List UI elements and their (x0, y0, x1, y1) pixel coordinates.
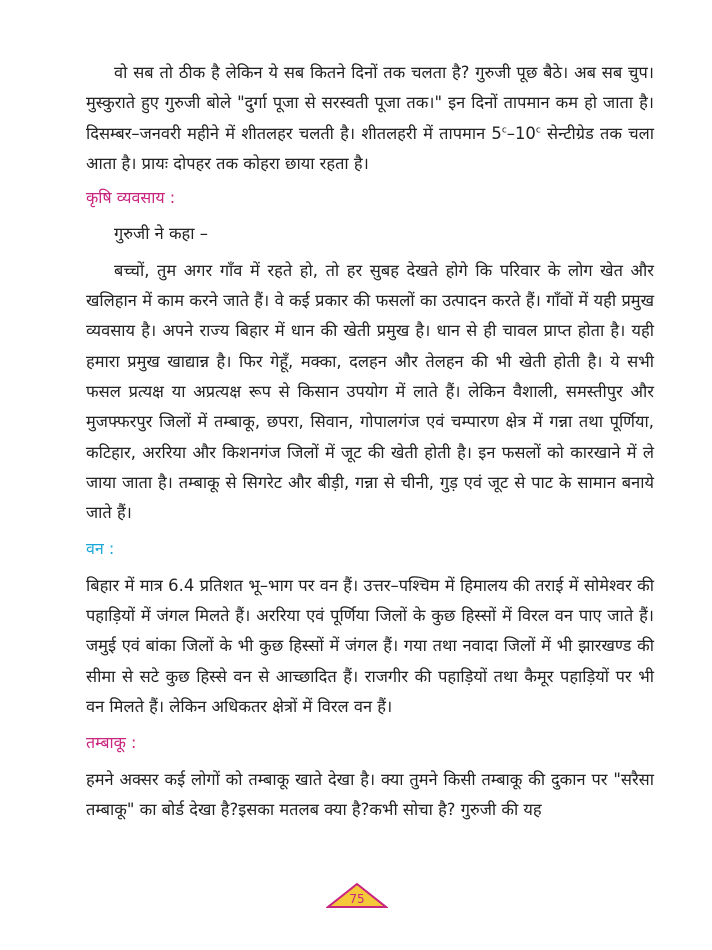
section-heading-van: वन : (86, 539, 115, 559)
van-paragraph: बिहार में मात्र 6.4 प्रतिशत भू–भाग पर वन हैं। उत्तर–पश्चिम में हिमालय की तराई में सोमेश्वर की पहाड़ियों में जंगल मिलते हैं। अररिया एवं पूर्णिया जिलों के कुछ हिस्सों में विरल वन पाए जाते हैं। जमुई एवं बांका जिलों के भी कुछ हिस्सों में जंगल हैं। गया तथा नवादा जिलों में भी झारखण्ड की सीमा से सटे कुछ हिस्से वन से आच्छादित हैं। राजगीर की पहाड़ियों तथा कैमूर पहाड़ियों पर भी वन मिलते हैं। लेकिन अधिकतर क्षेत्रों में विरल वन हैं। (86, 575, 654, 716)
intro-mid-text: –10 (506, 123, 536, 143)
krishi-lead: गुरुजी ने कहा – (114, 224, 208, 244)
intro-text: वो सब तो ठीक है लेकिन ये सब कितने दिनों तक चलता है? गुरुजी पूछ बैठे। अब सब चुप। मुस्कुराते हुए गुरुजी बोले "दुर्गा पूजा से सरस्वती पूजा तक।" इन दिनों तापमान कम हो जाता है। दिसम्बर–जनवरी महीने में शीतलहर चलती है। शीतलहरी में तापमान 5 (86, 63, 654, 143)
section-heading-tambaku: तम्बाकू : (86, 733, 137, 753)
section-heading-krishi: कृषि व्यवसाय : (86, 188, 176, 208)
page-number: 75 (349, 892, 365, 906)
intro-paragraph (86, 58, 654, 179)
degree-superscript: c (501, 125, 507, 136)
krishi-paragraph: बच्चों, तुम अगर गाँव में रहते हो, तो हर सुबह देखते होगे कि परिवार के लोग खेत और खलिहान में काम करने जाते हैं। वे कई प्रकार की फसलों का उत्पादन करते हैं। गाँवों में यही प्रमुख व्यवसाय है। अपने राज्य बिहार में धान की खेती प्रमुख है। धान से ही चावल प्राप्त होता है। यही हमारा प्रमुख खाद्यान्न है। फिर गेहूँ, मक्का, दलहन और तेलहन की भी खेती होती है। ये सभी फसल प्रत्यक्ष या अप्रत्यक्ष रूप से किसान उपयोग में लाते हैं। लेकिन वैशाली, समस्तीपुर और मुजफ्फरपुर जिलों में तम्बाकू, छपरा, सिवान, गोपालगंज एवं चम्पारण क्षेत्र में गन्ना तथा पूर्णिया, कटिहार, अररिया और किशनगंज जिलों में जूट की खेती होती है। इन फसलों को कारखाने में ले जाया जाता है। तम्बाकू से सिगरेट और बीड़ी, गन्ना से चीनी, गुड़ एवं जूट से पाट के सामान बनाये जाते हैं। (86, 260, 654, 523)
page-content (86, 58, 654, 825)
intro-end-text: सेन्टीग्रेड तक चला आता है। प्रायः दोपहर तक कोहरा छाया रहता है। (86, 123, 654, 173)
degree-superscript-2: c (535, 125, 541, 136)
tambaku-paragraph: हमने अक्सर कई लोगों को तम्बाकू खाते देखा है। क्या तुमने किसी तम्बाकू की दुकान पर "सरैसा तम्बाकू" का बोर्ड देखा है?इसका मतलब क्या है?कभी सोचा है? गुरुजी की यह (86, 769, 654, 819)
page-number-badge (326, 882, 388, 908)
